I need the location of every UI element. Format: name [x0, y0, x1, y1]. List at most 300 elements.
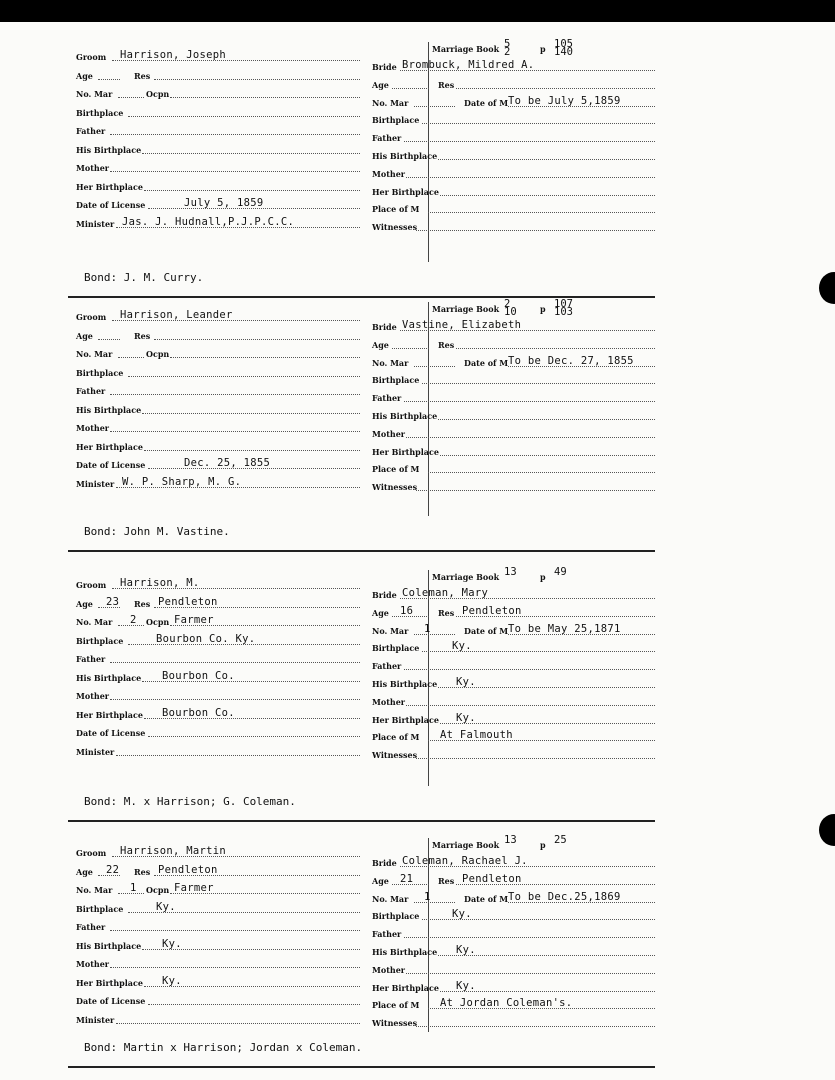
- groom-field-row: [76, 475, 360, 491]
- groom-father-line: [110, 134, 360, 135]
- bride-her-birthplace-label: Her Birthplace: [372, 186, 439, 197]
- bride-father-line: [404, 401, 655, 402]
- bride-birthplace-line: [422, 123, 655, 124]
- bride-field-row: [372, 165, 655, 181]
- groom-father-label: Father: [76, 386, 106, 396]
- groom-minister-line: [116, 1023, 360, 1024]
- bride-field-row: [372, 943, 655, 959]
- groom-name-label: Groom: [76, 312, 107, 322]
- groom-mother-line: [110, 431, 360, 432]
- marriage-book-number: 13: [504, 834, 517, 846]
- bride-age-value: 16: [400, 604, 414, 617]
- groom-field-row: [76, 974, 360, 990]
- groom-age-label: Age: [76, 70, 93, 81]
- marriage-record-card: [68, 566, 655, 822]
- groom-field-row: [76, 178, 360, 194]
- bride-field-row: [372, 996, 655, 1012]
- bride-birthplace-value: Ky.: [452, 908, 472, 921]
- groom-father-label: Father: [76, 654, 106, 664]
- groom-ocpn-line: [170, 357, 360, 358]
- groom-res-line: [154, 79, 360, 80]
- bride-his-birthplace-line: [438, 159, 655, 160]
- groom-field-row: [76, 308, 360, 324]
- groom-no-mar-value: 1: [130, 882, 137, 894]
- groom-res-label: Res: [134, 70, 151, 81]
- groom-minister-label: Minister: [76, 218, 115, 229]
- bride-field-row: [372, 622, 655, 638]
- groom-her-birthplace-value: Ky.: [162, 974, 182, 987]
- groom-his-birthplace-label: His Birthplace: [76, 672, 142, 683]
- bride-field-row: [372, 354, 655, 370]
- bride-field-row: [372, 147, 655, 163]
- bride-field-row: [372, 443, 655, 459]
- bride-res-line: [456, 348, 655, 349]
- bride-witnesses-label: Witnesses: [372, 1018, 418, 1029]
- bride-field-row: [372, 693, 655, 709]
- groom-age-line: [98, 79, 120, 80]
- bride-his-birthplace-value: Ky.: [456, 944, 476, 956]
- groom-date-of-license-value: Dec. 25, 1855: [184, 457, 271, 469]
- page-label: p: [540, 304, 546, 314]
- marriage-book-number: 13: [504, 566, 517, 578]
- groom-field-row: [76, 196, 360, 212]
- groom-field-row: [76, 706, 360, 722]
- bride-date-of-m-label: Date of M: [464, 625, 509, 636]
- bride-field-row: [372, 76, 655, 92]
- marriage-page-number: 49: [554, 566, 567, 578]
- bride-field-row: [372, 854, 655, 870]
- bride-field-row: [372, 425, 655, 441]
- bride-father-label: Father: [372, 133, 402, 144]
- bride-witnesses-label: Witnesses: [372, 482, 418, 493]
- groom-date-of-license-label: Date of License: [76, 996, 146, 1006]
- groom-birthplace-line: [128, 116, 360, 117]
- groom-no-mar-label: No. Mar: [76, 89, 113, 99]
- bride-birthplace-label: Birthplace: [372, 911, 420, 922]
- bride-place-of-m-label: Place of M: [372, 204, 420, 215]
- bride-field-row: [372, 925, 655, 941]
- bride-place-of-m-label: Place of M: [372, 464, 420, 475]
- bride-name-value: Vastine, Elizabeth: [402, 319, 522, 331]
- groom-age-label: Age: [76, 330, 93, 341]
- groom-minister-label: Minister: [76, 478, 115, 489]
- marriage-book-number: 5 2: [504, 38, 511, 58]
- groom-field-row: [76, 669, 360, 685]
- groom-field-row: [76, 900, 360, 916]
- bride-name-label: Bride: [372, 590, 397, 600]
- groom-name-label: Groom: [76, 580, 107, 590]
- groom-no-mar-line: [118, 97, 144, 98]
- bride-field-row: [372, 639, 655, 655]
- groom-field-row: [76, 48, 360, 64]
- groom-field-row: [76, 595, 360, 611]
- groom-field-row: [76, 215, 360, 231]
- groom-column: [76, 834, 363, 1066]
- bride-res-label: Res: [438, 607, 455, 618]
- groom-field-row: [76, 67, 360, 83]
- groom-her-birthplace-line: [144, 450, 360, 451]
- bride-witnesses-line: [416, 758, 655, 759]
- bride-name-value: Brombuck, Mildred A.: [402, 59, 535, 71]
- bride-father-label: Father: [372, 929, 402, 940]
- groom-age-label: Age: [76, 866, 93, 877]
- bride-field-row: [372, 586, 655, 602]
- bride-field-row: [372, 657, 655, 673]
- bride-age-value: 21: [400, 872, 414, 885]
- page-label: p: [540, 840, 546, 850]
- groom-column: [76, 298, 360, 550]
- bond-line: Bond: J. M. Curry.: [84, 271, 204, 284]
- groom-father-line: [110, 394, 360, 395]
- bride-place-of-m-value: At Jordan Coleman's.: [440, 997, 573, 1010]
- groom-res-line: [154, 339, 360, 340]
- groom-ocpn-label: Ocpn: [146, 617, 170, 627]
- groom-date-of-license-value: July 5, 1859: [184, 197, 264, 209]
- groom-field-row: [76, 881, 360, 897]
- groom-field-row: [76, 992, 360, 1008]
- bride-witnesses-line: [416, 230, 655, 231]
- groom-no-mar-label: No. Mar: [76, 885, 113, 895]
- groom-mother-label: Mother: [76, 423, 110, 433]
- scan-top-edge: [0, 0, 835, 22]
- groom-field-row: [76, 650, 360, 666]
- bride-place-of-m-value: At Falmouth: [440, 729, 513, 742]
- groom-age-label: Age: [76, 598, 93, 609]
- bride-name-value: Coleman, Rachael J.: [402, 855, 528, 867]
- bride-field-row: [372, 872, 655, 888]
- groom-birthplace-label: Birthplace: [76, 107, 124, 118]
- bride-date-of-m-value: To be Dec.25,1869: [508, 890, 621, 903]
- groom-her-birthplace-value: Bourbon Co.: [162, 706, 235, 719]
- groom-mother-label: Mother: [76, 959, 110, 969]
- groom-date-of-license-label: Date of License: [76, 200, 146, 210]
- bride-no-mar-label: No. Mar: [372, 97, 409, 108]
- bride-field-row: [372, 318, 655, 334]
- groom-field-row: [76, 724, 360, 740]
- bride-res-value: Pendleton: [462, 872, 522, 885]
- groom-his-birthplace-label: His Birthplace: [76, 404, 142, 415]
- bride-place-of-m-line: [428, 212, 655, 213]
- bond-line: Bond: M. x Harrison; G. Coleman.: [84, 795, 296, 808]
- bride-field-row: [372, 111, 655, 127]
- groom-field-row: [76, 85, 360, 101]
- groom-his-birthplace-value: Ky.: [162, 937, 182, 950]
- groom-age-value: 22: [106, 863, 120, 876]
- groom-his-birthplace-line: [142, 413, 360, 414]
- groom-minister-value: Jas. J. Hudnall,P.J.P.C.C.: [122, 215, 295, 228]
- bride-field-row: [372, 1014, 655, 1030]
- groom-birthplace-value: Ky.: [156, 900, 176, 913]
- groom-his-birthplace-label: His Birthplace: [76, 940, 142, 951]
- bride-no-mar-label: No. Mar: [372, 893, 409, 904]
- marriage-page-number: 105 140: [554, 38, 573, 58]
- page-label: p: [540, 572, 546, 582]
- marriage-book-ref: [432, 566, 567, 582]
- bride-no-mar-value: 1: [424, 890, 431, 903]
- groom-name-value: Harrison, Leander: [120, 309, 233, 321]
- groom-res-value: Pendleton: [158, 863, 218, 876]
- groom-ocpn-value: Farmer: [174, 882, 214, 894]
- bride-field-row: [372, 58, 655, 74]
- bride-no-mar-line: [414, 634, 455, 635]
- groom-birthplace-label: Birthplace: [76, 635, 124, 646]
- groom-birthplace-line: [128, 376, 360, 377]
- bride-mother-line: [406, 973, 655, 974]
- bride-date-of-m-value: To be Dec. 27, 1855: [508, 354, 634, 367]
- groom-field-row: [76, 844, 360, 860]
- groom-field-row: [76, 122, 360, 138]
- groom-age-value: 23: [106, 595, 120, 608]
- groom-res-label: Res: [134, 866, 151, 877]
- bride-field-row: [372, 460, 655, 476]
- marriage-record-card: [68, 298, 655, 552]
- bride-birthplace-label: Birthplace: [372, 643, 420, 654]
- groom-field-row: [76, 937, 360, 953]
- groom-field-row: [76, 364, 360, 380]
- bride-field-row: [372, 711, 655, 727]
- bride-mother-label: Mother: [372, 696, 406, 707]
- groom-his-birthplace-line: [142, 153, 360, 154]
- groom-mother-line: [110, 699, 360, 700]
- groom-field-row: [76, 1011, 360, 1027]
- bride-age-label: Age: [372, 607, 389, 618]
- bride-his-birthplace-label: His Birthplace: [372, 947, 438, 957]
- bride-field-row: [372, 907, 655, 923]
- groom-date-of-license-line: [148, 1004, 360, 1005]
- marriage-book-label: Marriage Book: [432, 840, 500, 850]
- bride-her-birthplace-label: Her Birthplace: [372, 982, 439, 993]
- marriage-book-label: Marriage Book: [432, 304, 500, 314]
- marriage-book-ref: [432, 298, 573, 318]
- punch-hole: [819, 272, 835, 304]
- bride-no-mar-line: [414, 366, 455, 367]
- groom-name-label: Groom: [76, 52, 107, 62]
- bride-field-row: [372, 371, 655, 387]
- bride-birthplace-line: [422, 383, 655, 384]
- bride-age-line: [392, 348, 429, 349]
- bride-mother-label: Mother: [372, 428, 406, 439]
- groom-field-row: [76, 382, 360, 398]
- groom-her-birthplace-label: Her Birthplace: [76, 709, 143, 720]
- groom-minister-label: Minister: [76, 746, 115, 757]
- bride-field-row: [372, 94, 655, 110]
- bride-mother-label: Mother: [372, 168, 406, 179]
- groom-father-label: Father: [76, 126, 106, 136]
- bride-column: [372, 834, 655, 1066]
- groom-no-mar-line: [118, 357, 144, 358]
- bride-name-label: Bride: [372, 858, 397, 868]
- groom-his-birthplace-label: His Birthplace: [76, 144, 142, 155]
- groom-column: [76, 38, 360, 296]
- bride-mother-line: [406, 177, 655, 178]
- groom-name-value: Harrison, Joseph: [120, 49, 226, 61]
- bride-date-of-m-value: To be May 25,1871: [508, 622, 621, 635]
- groom-minister-line: [116, 755, 360, 756]
- bride-mother-line: [406, 705, 655, 706]
- bride-witnesses-line: [416, 490, 655, 491]
- bride-field-row: [372, 407, 655, 423]
- bride-field-row: [372, 890, 655, 906]
- groom-field-row: [76, 345, 360, 361]
- bride-place-of-m-label: Place of M: [372, 1000, 420, 1011]
- groom-his-birthplace-value: Bourbon Co.: [162, 669, 235, 682]
- bride-column: [372, 298, 655, 550]
- groom-field-row: [76, 456, 360, 472]
- groom-mother-label: Mother: [76, 163, 110, 173]
- bride-place-of-m-line: [428, 472, 655, 473]
- bride-her-birthplace-label: Her Birthplace: [372, 446, 439, 457]
- punch-hole: [819, 814, 835, 846]
- groom-field-row: [76, 419, 360, 435]
- groom-mother-line: [110, 171, 360, 172]
- groom-field-row: [76, 401, 360, 417]
- bride-field-row: [372, 218, 655, 234]
- bride-age-label: Age: [372, 79, 389, 90]
- bride-no-mar-line: [414, 902, 455, 903]
- groom-father-label: Father: [76, 922, 106, 932]
- bride-birthplace-value: Ky.: [452, 640, 472, 653]
- groom-name-value: Harrison, M.: [120, 577, 200, 589]
- bride-father-label: Father: [372, 661, 402, 672]
- bride-her-birthplace-label: Her Birthplace: [372, 714, 439, 725]
- marriage-record-card: [68, 38, 655, 298]
- groom-age-line: [98, 339, 120, 340]
- bride-her-birthplace-line: [440, 455, 655, 456]
- bride-his-birthplace-label: His Birthplace: [372, 411, 438, 421]
- bride-mother-label: Mother: [372, 964, 406, 975]
- groom-res-value: Pendleton: [158, 595, 218, 608]
- bride-date-of-m-value: To be July 5,1859: [508, 94, 621, 107]
- groom-name-value: Harrison, Martin: [120, 845, 226, 857]
- bride-no-mar-value: 1: [424, 622, 431, 635]
- groom-her-birthplace-label: Her Birthplace: [76, 181, 143, 192]
- groom-name-label: Groom: [76, 848, 107, 858]
- bride-father-line: [404, 669, 655, 670]
- bride-age-label: Age: [372, 875, 389, 886]
- bride-column: [372, 38, 655, 296]
- groom-column: [76, 566, 360, 820]
- groom-birthplace-value: Bourbon Co. Ky.: [156, 632, 256, 645]
- groom-her-birthplace-label: Her Birthplace: [76, 441, 143, 452]
- groom-date-of-license-label: Date of License: [76, 460, 146, 470]
- bride-field-row: [372, 200, 655, 216]
- bride-field-row: [372, 129, 655, 145]
- groom-res-label: Res: [134, 330, 151, 341]
- groom-field-row: [76, 141, 360, 157]
- bride-field-row: [372, 746, 655, 762]
- groom-date-of-license-line: [148, 736, 360, 737]
- bride-field-row: [372, 728, 655, 744]
- groom-father-line: [110, 930, 360, 931]
- bride-his-birthplace-label: His Birthplace: [372, 679, 438, 689]
- bride-res-label: Res: [438, 875, 455, 886]
- bride-no-mar-label: No. Mar: [372, 625, 409, 636]
- groom-father-line: [110, 662, 360, 663]
- bride-res-line: [456, 88, 655, 89]
- groom-birthplace-label: Birthplace: [76, 367, 124, 378]
- bride-no-mar-label: No. Mar: [372, 357, 409, 368]
- groom-field-row: [76, 613, 360, 629]
- marriage-page-number: 25: [554, 834, 567, 846]
- bride-her-birthplace-line: [440, 195, 655, 196]
- bride-father-line: [404, 141, 655, 142]
- groom-no-mar-value: 2: [130, 614, 137, 626]
- groom-minister-value: W. P. Sharp, M. G.: [122, 475, 242, 488]
- groom-field-row: [76, 743, 360, 759]
- bride-father-label: Father: [372, 393, 402, 404]
- bride-witnesses-line: [416, 1026, 655, 1027]
- groom-field-row: [76, 863, 360, 879]
- bride-his-birthplace-value: Ky.: [456, 676, 476, 688]
- bride-mother-line: [406, 437, 655, 438]
- bride-no-mar-line: [414, 106, 455, 107]
- bride-his-birthplace-label: His Birthplace: [372, 151, 438, 161]
- groom-field-row: [76, 438, 360, 454]
- marriage-page-number: 107 103: [554, 298, 573, 318]
- groom-ocpn-label: Ocpn: [146, 885, 170, 895]
- groom-field-row: [76, 576, 360, 592]
- groom-minister-label: Minister: [76, 1014, 115, 1025]
- bride-her-birthplace-value: Ky.: [456, 711, 476, 724]
- groom-field-row: [76, 632, 360, 648]
- marriage-book-number: 2 10: [504, 298, 517, 318]
- bond-line: Bond: John M. Vastine.: [84, 525, 230, 538]
- marriage-book-label: Marriage Book: [432, 572, 500, 582]
- bride-field-row: [372, 979, 655, 995]
- groom-date-of-license-label: Date of License: [76, 728, 146, 738]
- bride-field-row: [372, 675, 655, 691]
- bride-father-line: [404, 937, 655, 938]
- bride-his-birthplace-line: [438, 419, 655, 420]
- bride-res-value: Pendleton: [462, 604, 522, 617]
- page-label: p: [540, 44, 546, 54]
- bride-field-row: [372, 389, 655, 405]
- bride-name-value: Coleman, Mary: [402, 587, 489, 599]
- groom-mother-label: Mother: [76, 691, 110, 701]
- groom-no-mar-label: No. Mar: [76, 617, 113, 627]
- groom-field-row: [76, 327, 360, 343]
- groom-ocpn-line: [170, 97, 360, 98]
- bride-age-line: [392, 88, 429, 89]
- groom-field-row: [76, 687, 360, 703]
- marriage-record-card: [68, 834, 655, 1068]
- groom-field-row: [76, 955, 360, 971]
- groom-res-label: Res: [134, 598, 151, 609]
- bride-her-birthplace-value: Ky.: [456, 979, 476, 992]
- bride-birthplace-label: Birthplace: [372, 115, 420, 126]
- groom-birthplace-label: Birthplace: [76, 903, 124, 914]
- bride-field-row: [372, 336, 655, 352]
- marriage-book-label: Marriage Book: [432, 44, 500, 54]
- groom-field-row: [76, 918, 360, 934]
- bride-field-row: [372, 183, 655, 199]
- bride-birthplace-label: Birthplace: [372, 375, 420, 386]
- groom-ocpn-label: Ocpn: [146, 349, 170, 359]
- groom-ocpn-value: Farmer: [174, 614, 214, 626]
- bride-column: [372, 566, 655, 820]
- bride-date-of-m-label: Date of M: [464, 893, 509, 904]
- groom-her-birthplace-label: Her Birthplace: [76, 977, 143, 988]
- groom-no-mar-label: No. Mar: [76, 349, 113, 359]
- bride-res-label: Res: [438, 79, 455, 90]
- bride-field-row: [372, 478, 655, 494]
- groom-her-birthplace-line: [144, 190, 360, 191]
- bride-field-row: [372, 961, 655, 977]
- bride-field-row: [372, 604, 655, 620]
- groom-field-row: [76, 159, 360, 175]
- bride-witnesses-label: Witnesses: [372, 750, 418, 761]
- bride-date-of-m-label: Date of M: [464, 97, 509, 108]
